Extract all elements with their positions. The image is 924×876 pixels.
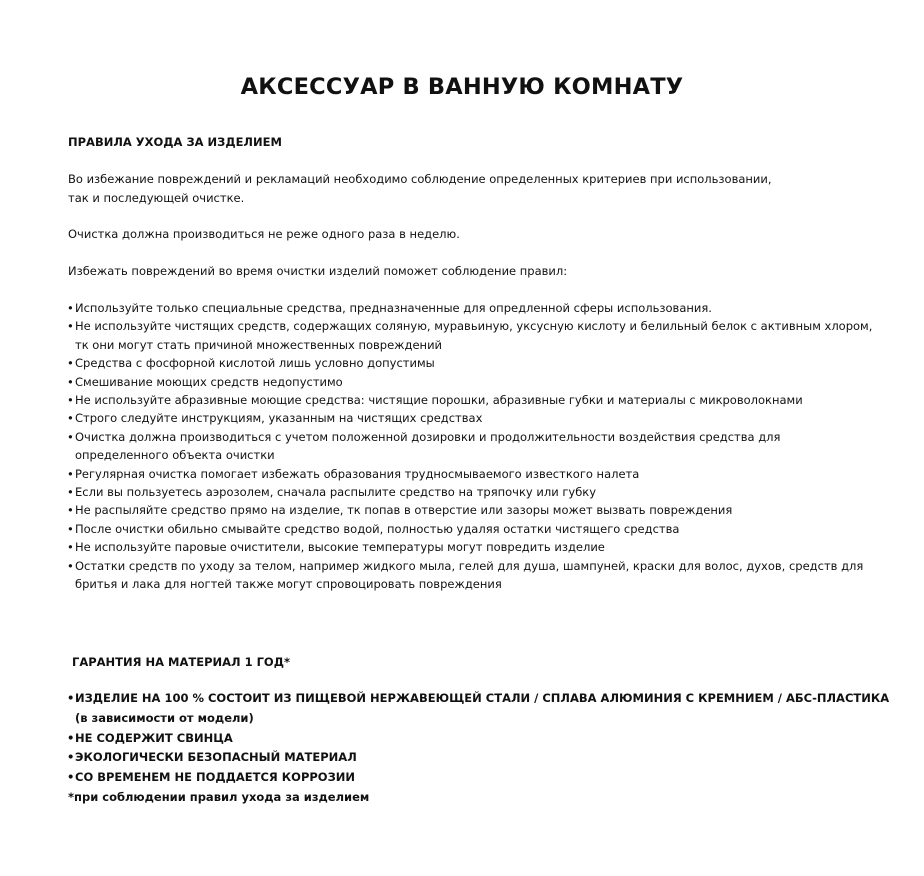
paragraph-line: Избежать повреждений во время очистки изделий поможет соблюдение правил: [68, 264, 568, 278]
frequency-paragraph [68, 225, 868, 244]
rule-item: • После очистки обильно смывайте средство водой, полностью удаляя остатки чистящего средства [68, 520, 868, 538]
warranty-features-list [68, 689, 890, 788]
warranty-heading: ГАРАНТИЯ НА МАТЕРИАЛ 1 ГОД* [72, 655, 290, 669]
rule-item: • Не используйте чистящих средств, содержащих соляную, муравьиную, уксусную кислоту и белильный белок с активным хлором, тк они могут стать причиной множественных повреждений [68, 317, 868, 354]
rule-item: • Остатки средств по уходу за телом, например жидкого мыла, гелей для душа, шампуней, краски для волос, духов, средств для бритья и лака для ногтей также могут спровоцировать повреждения [68, 557, 868, 594]
rule-item: • Не используйте паровые очистители, высокие температуры могут повредить изделие [68, 538, 868, 556]
feature-item: • ЭКОЛОГИЧЕСКИ БЕЗОПАСНЫЙ МАТЕРИАЛ [68, 748, 868, 768]
rules-intro-paragraph [68, 262, 868, 281]
care-rules-list [68, 299, 873, 594]
rule-item: • Строго следуйте инструкциям, указанным на чистящих средствах [68, 409, 868, 427]
paragraph-line: так и последующей очистке. [68, 190, 245, 205]
feature-item: • НЕ СОДЕРЖИТ СВИНЦА [68, 729, 868, 749]
page-title: АКСЕССУАР В ВАННУЮ КОМНАТУ [240, 74, 684, 100]
warranty-footnote: *при соблюдении правил ухода за изделием [68, 790, 370, 804]
intro-paragraph [68, 170, 868, 207]
rule-item: • Регулярная очистка помогает избежать образования трудносмываемого известкого налета [68, 465, 868, 483]
rule-item: • Не распыляйте средство прямо на изделие, тк попав в отверстие или зазоры может вызвать повреждения [68, 501, 868, 519]
care-rules-heading: ПРАВИЛА УХОДА ЗА ИЗДЕЛИЕМ [68, 135, 282, 149]
rule-item: • Очистка должна производиться с учетом положенной дозировки и продолжительности воздействия средства для определенного объекта очистки [68, 428, 868, 465]
rule-item: • Используйте только специальные средства, предназначенные для опредленной сферы использования. [68, 299, 868, 317]
rule-item: • Не используйте абразивные моющие средства: чистящие порошки, абразивные губки и материалы с микроволокнами [68, 391, 868, 409]
paragraph-line: Очистка должна производиться не реже одного раза в неделю. [68, 227, 460, 241]
feature-item: • СО ВРЕМЕНЕМ НЕ ПОДДАЕТСЯ КОРРОЗИИ [68, 768, 868, 788]
rule-item: • Если вы пользуетесь аэрозолем, сначала распылите средство на тряпочку или губку [68, 483, 868, 501]
rule-item: • Средства с фосфорной кислотой лишь условно допустимы [68, 354, 868, 372]
feature-item: • ИЗДЕЛИЕ НА 100 % СОСТОИТ ИЗ ПИЩЕВОЙ НЕРЖАВЕЮЩЕЙ СТАЛИ / СПЛАВА АЛЮМИНИЯ С КРЕМНИЕМ / АБС-ПЛАСТИКА (в зависимости от модели) [68, 689, 868, 729]
paragraph-line: Во избежание повреждений и рекламаций необходимо соблюдение определенных критериев при использовании, [68, 172, 772, 186]
rule-item: • Смешивание моющих средств недопустимо [68, 373, 868, 391]
